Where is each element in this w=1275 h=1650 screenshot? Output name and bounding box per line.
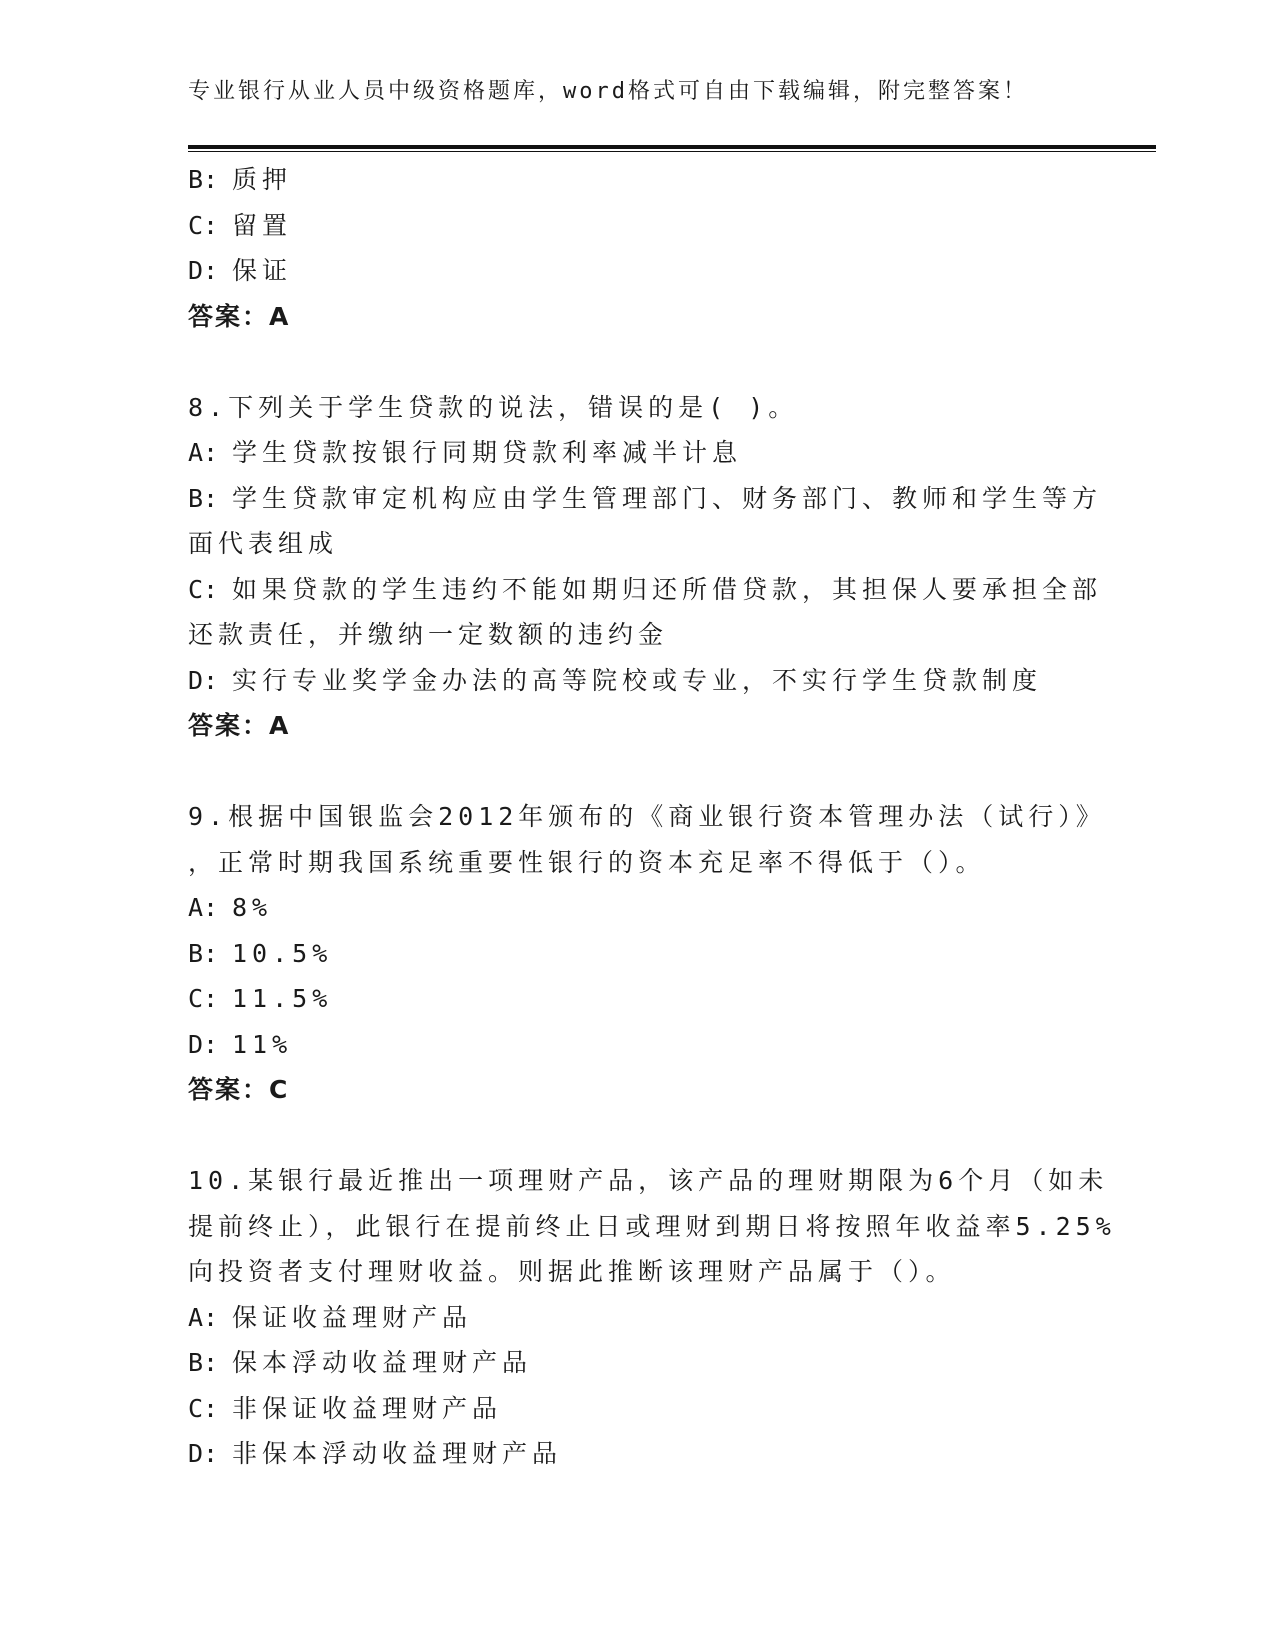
option-d: D: 非保本浮动收益理财产品	[188, 1439, 563, 1468]
page-header: 专业银行从业人员中级资格题库，word格式可自由下载编辑，附完整答案！	[188, 79, 1028, 104]
answer: 答案：A	[188, 711, 291, 740]
option-b: B: 10.5%	[188, 938, 333, 968]
answer: 答案：A	[188, 301, 291, 331]
question-stem: 9.根据中国银监会2012年颁布的《商业银行资本管理办法（试行）》	[188, 802, 1106, 831]
option-c: C: 如果贷款的学生违约不能如期归还所借贷款，其担保人要承担全部	[188, 574, 1103, 604]
option-c: C: 留置	[188, 210, 293, 240]
option-a: A: 保证收益理财产品	[188, 1302, 473, 1332]
question-stem-cont: ，正常时期我国系统重要性银行的资本充足率不得低于（）。	[188, 847, 986, 877]
question-stem-cont: 向投资者支付理财收益。则据此推断该理财产品属于（）。	[188, 1257, 956, 1286]
option-b-cont: 面代表组成	[188, 529, 339, 558]
option-b: B: 保本浮动收益理财产品	[188, 1348, 533, 1377]
option-c: C: 非保证收益理财产品	[188, 1393, 503, 1423]
option-a: A: 8%	[188, 893, 273, 922]
question-content	[188, 157, 1116, 1477]
option-d: D: 11%	[188, 1029, 293, 1059]
answer: 答案：C	[188, 1075, 290, 1104]
option-b: B: 学生贷款审定机构应由学生管理部门、财务部门、教师和学生等方	[188, 483, 1103, 513]
question-stem-cont: 提前终止），此银行在提前终止日或理财到期日将按照年收益率5.25%	[188, 1211, 1116, 1241]
header-rule-thick	[188, 145, 1156, 149]
option-d: D: 实行专业奖学金办法的高等院校或专业，不实行学生贷款制度	[188, 665, 1043, 695]
option-c: C: 11.5%	[188, 984, 333, 1013]
option-a: A: 学生贷款按银行同期贷款利率减半计息	[188, 438, 743, 467]
header-rule-thin	[188, 151, 1156, 152]
question-stem: 8.下列关于学生贷款的说法，错误的是( )。	[188, 392, 799, 422]
question-stem: 10.某银行最近推出一项理财产品，该产品的理财期限为6个月（如未	[188, 1166, 1109, 1195]
option-b: B: 质押	[188, 165, 293, 194]
option-c-cont: 还款责任，并缴纳一定数额的违约金	[188, 620, 669, 649]
option-d: D: 保证	[188, 256, 293, 285]
